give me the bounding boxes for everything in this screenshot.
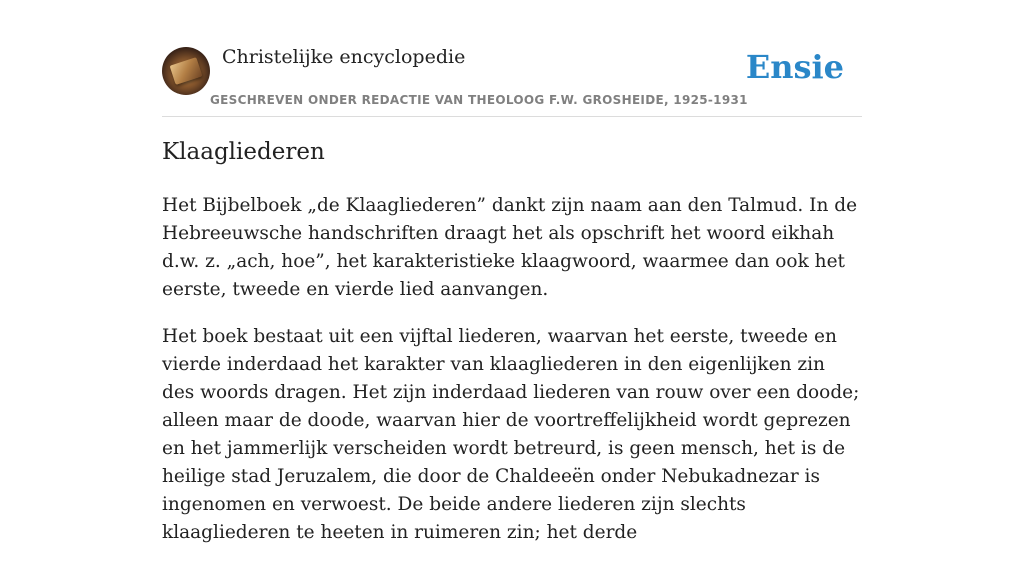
- article-title: Klaagliederen: [162, 139, 325, 165]
- site-header: [162, 46, 862, 117]
- book-image: [170, 57, 203, 85]
- ensie-logo[interactable]: Ensie: [745, 48, 844, 86]
- encyclopedia-avatar[interactable]: [162, 47, 210, 95]
- site-subtitle: GESCHREVEN ONDER REDACTIE VAN THEOLOOG F.W. GROSHEIDE, 1925-1931: [210, 93, 748, 107]
- article-body: [162, 192, 862, 566]
- article-paragraph: Het Bijbelboek „de Klaagliederen” dankt zijn naam aan den Talmud. In de Hebreeuwsche handschriften draagt het als opschrift het woord eikhah d.w. z. „ach, hoe”, het karakteristieke klaagwoord, waarmee dan ook het eerste, tweede en vierde lied aanvangen.: [162, 195, 858, 300]
- article-paragraph: Het boek bestaat uit een vijftal liederen, waarvan het eerste, tweede en vierde inderdaad het karakter van klaagliederen in den eigenlijken zin des woords dragen. Het zijn inderdaad liederen van rouw over een doode; alleen maar de doode, waarvan hier de voortreffelijkheid wordt geprezen en het jammerlijk verscheiden wordt betreurd, is geen mensch, het is de heilige stad Jeruzalem, die door de Chaldeeën onder Nebukadnezar is ingenomen en verwoest. De beide andere liederen zijn slechts klaagliederen te heeten in ruimeren zin; het derde: [162, 326, 860, 543]
- site-title[interactable]: Christelijke encyclopedie: [222, 46, 466, 68]
